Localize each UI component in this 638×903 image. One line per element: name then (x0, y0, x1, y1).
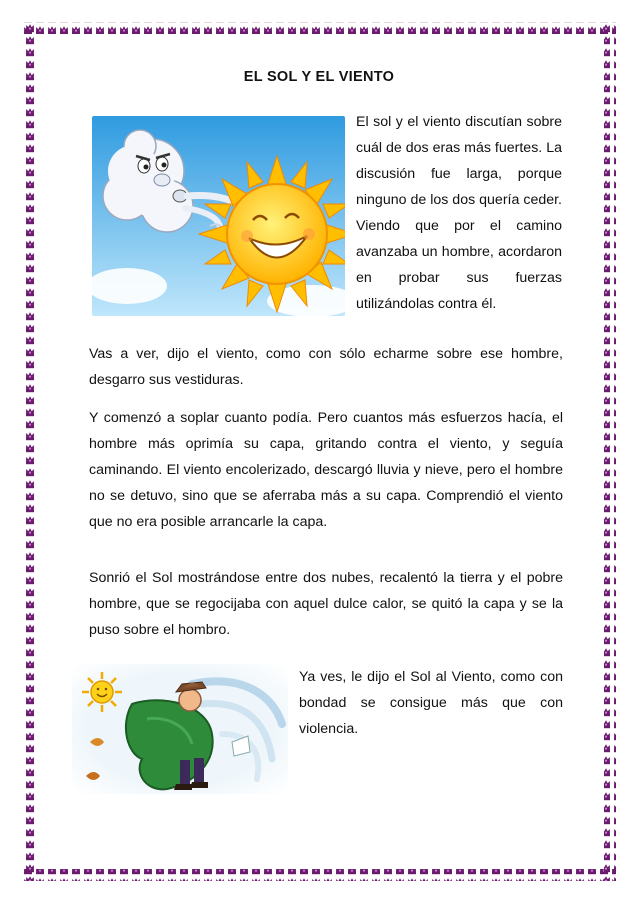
story-paragraph-intro: El sol y el viento discutían sobre cuál de dos eras más fuertes. La discusión fue larga, porque ninguno de los dos quería ceder. Viendo que por el camino avanzaba un hombre, acordaron en probar sus fuerzas utilizándolas contra él. (356, 114, 562, 312)
story-paragraph-sun-smiles: Sonrió el Sol mostrándose entre dos nubes, recalentó la tierra y el pobre hombre, que se regocijaba con aquel dulce calor, se quitó la capa y se la puso sobre el hombro. (89, 570, 563, 638)
man-in-cape-with-sun-and-wind-illustration (72, 664, 288, 794)
story-paragraph-wind-says: Vas a ver, dijo el viento, como con sólo echarme sobre ese hombre, desgarro sus vestiduras. (89, 346, 563, 388)
story-paragraph-wind-blows: Y comenzó a soplar cuanto podía. Pero cuantos más esfuerzos hacía, el hombre más oprimía su capa, gritando contra el viento, y seguía caminando. El viento encolerizado, descargó lluvia y nieve, pero el hombre no se detuvo, sino que se aferraba más a su capa. Comprendió el viento que no era posible arrancarle la capa. (89, 410, 563, 530)
story-title: EL SOL Y EL VIENTO (243, 69, 395, 85)
wind-cloud-and-sun-illustration (92, 116, 345, 316)
small-sun (82, 672, 122, 712)
story-paragraph-moral: Ya ves, le dijo el Sol al Viento, como con bondad se consigue más que con violencia. (299, 669, 563, 737)
